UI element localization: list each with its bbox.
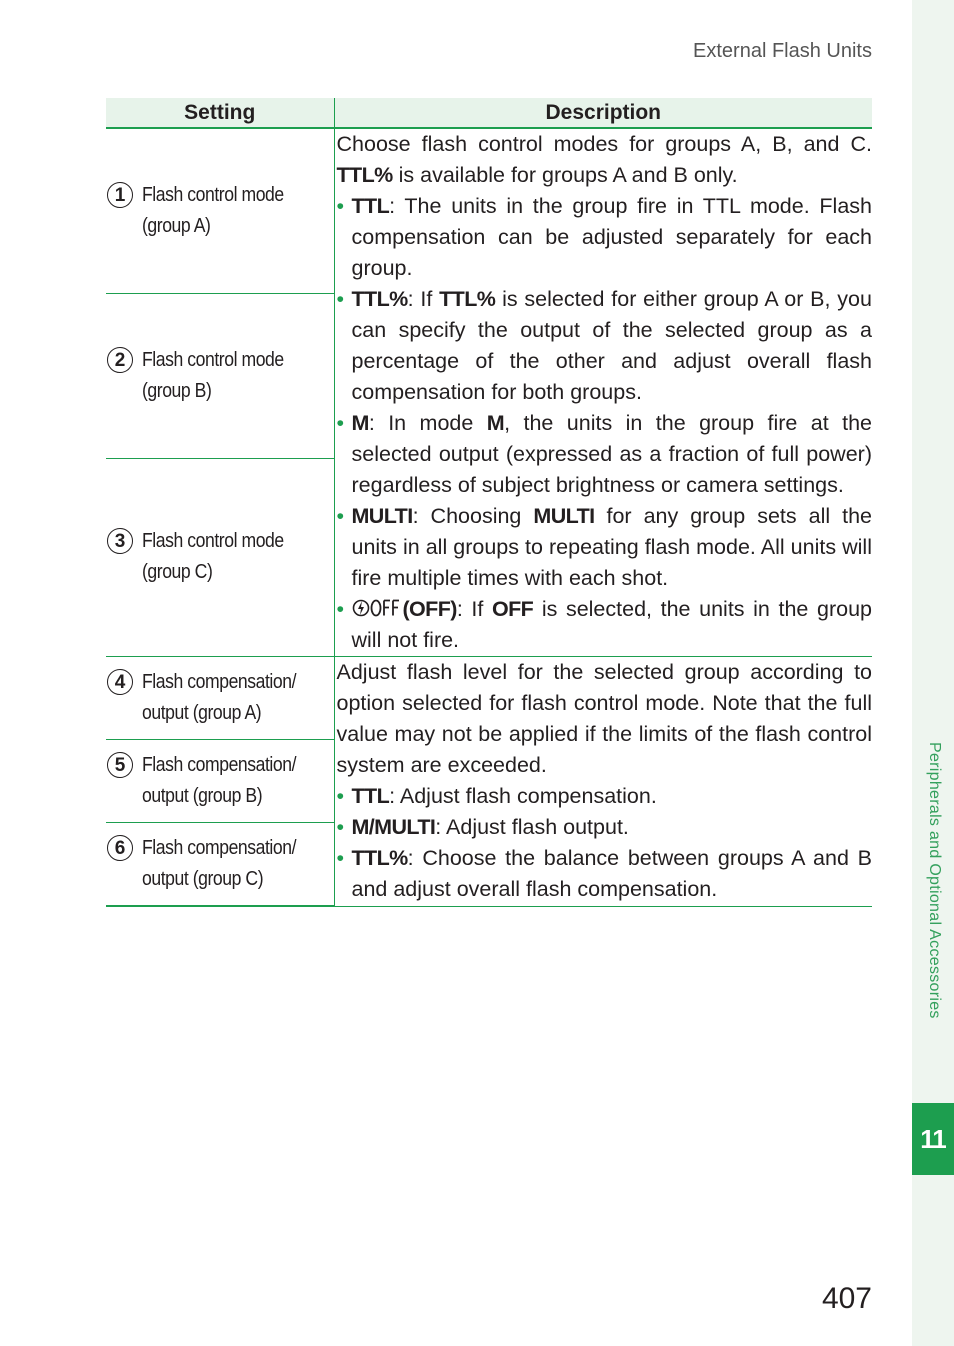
- setting-label: Flash compensation/ output (group B): [142, 754, 297, 807]
- table-header-row: [106, 98, 872, 128]
- list-item: • TTL%: Choose the balance between groups A and B and adjust overall flash compensation.: [336, 846, 872, 901]
- page-number: 407: [821, 1282, 872, 1315]
- settings-table: [106, 98, 872, 907]
- table-row: [106, 657, 872, 740]
- flash-off-icon: [352, 598, 400, 618]
- number-badge: 5: [107, 752, 133, 778]
- description-intro: Adjust flash level for the selected group according to option selected for flash control mode. Note that the full value may not be applied if the limits of the flash control system are exceeded.: [336, 660, 872, 777]
- list-item: • TTL: Adjust flash compensation.: [336, 784, 657, 808]
- list-item: • (OFF): If OFF is selected, the units in the group will not fire.: [336, 597, 872, 652]
- setting-label: Flash control mode (group C): [142, 530, 284, 584]
- setting-cell: [106, 128, 334, 294]
- setting-label: Flash compensation/ output (group C): [142, 837, 297, 890]
- list-item: • TTL: The units in the group fire in TTL mode. Flash compensation can be adjusted separately for each group.: [336, 194, 872, 280]
- number-badge: 6: [107, 835, 133, 861]
- number-badge: 4: [107, 669, 133, 695]
- setting-cell: [106, 294, 334, 458]
- list-item: • TTL%: If TTL% is selected for either group A or B, you can specify the output of the selected group as a percentage of the other and adjust overall flash compensation for both groups.: [336, 287, 872, 404]
- list-item: • MULTI: Choosing MULTI for any group sets all the units in all groups to repeating flash mode. All units will fire multiple times with each shot.: [336, 504, 872, 590]
- setting-cell: [106, 823, 334, 907]
- number-badge: 2: [107, 347, 133, 373]
- chapter-sidebar: [912, 0, 954, 1346]
- description-intro: Choose flash control modes for groups A, B, and C. TTL% is available for groups A and B only.: [336, 132, 872, 187]
- table-row: [106, 128, 872, 294]
- column-header-description: Description: [334, 98, 872, 128]
- column-header-setting: Setting: [106, 98, 334, 128]
- setting-cell: [106, 740, 334, 823]
- setting-cell: [106, 657, 334, 740]
- number-badge: 3: [107, 528, 133, 554]
- option-list: [337, 781, 873, 905]
- setting-label: Flash control mode (group B): [142, 349, 284, 403]
- description-flash-compensation: [334, 657, 872, 907]
- list-item: • M/MULTI: Adjust flash output.: [336, 815, 629, 839]
- setting-label: Flash control mode (group A): [142, 184, 284, 238]
- setting-label: Flash compensation/ output (group A): [142, 671, 297, 724]
- chapter-number-tab: 11: [912, 1103, 954, 1175]
- section-title: External Flash Units: [693, 40, 872, 62]
- list-item: • M: In mode M, the units in the group fire at the selected output (expressed as a fraction of full power) regardless of subject brightness or camera settings.: [336, 411, 872, 497]
- option-list: [337, 191, 873, 656]
- setting-cell: [106, 458, 334, 656]
- number-badge: 1: [107, 182, 133, 208]
- description-flash-control-mode: [334, 128, 872, 657]
- chapter-label: Peripherals and Optional Accessories: [926, 742, 943, 1019]
